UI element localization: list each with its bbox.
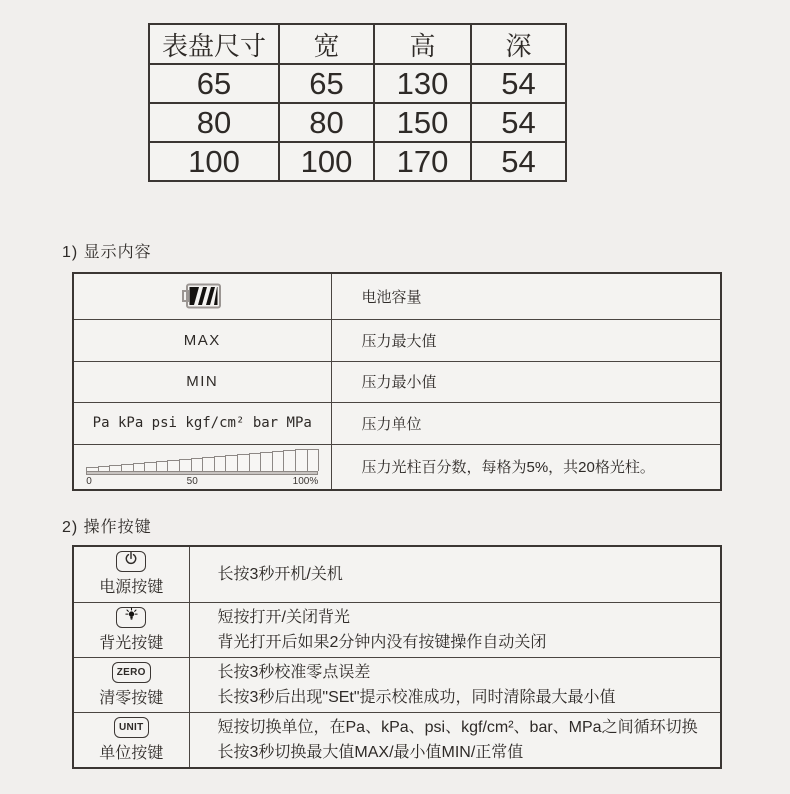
axis-label-50: 50 — [186, 475, 198, 487]
table-row-bargraph — [73, 444, 721, 490]
table-row-zero-key — [73, 657, 721, 712]
cell-value: 150 — [374, 103, 471, 142]
table-row-battery — [73, 273, 721, 319]
pressure-bar-graph — [86, 447, 318, 487]
display-item-desc: 压力光柱百分数，每格为5%，共20格光柱。 — [331, 444, 721, 490]
table-row-max — [73, 319, 721, 361]
key-name-backlight: 背光按键 — [99, 634, 164, 652]
bar-graph-segments — [86, 447, 318, 471]
axis-label-100: 100% — [292, 475, 319, 487]
zero-button-label: ZERO — [116, 666, 146, 678]
key-action-line: 长按3秒开机/关机 — [217, 565, 343, 583]
cell-value: 100 — [279, 142, 374, 181]
cell-value: 100 — [149, 142, 279, 181]
table-row-backlight-key — [73, 602, 721, 657]
cell-value: 170 — [374, 142, 471, 181]
display-item-desc: 压力最大值 — [331, 319, 721, 361]
cell-value: 54 — [471, 142, 566, 181]
zero-button — [112, 662, 151, 683]
section-heading-display-content: 1) 显示内容 — [62, 244, 152, 261]
key-action-line: 长按3秒切换最大值MAX/最小值MIN/正常值 — [217, 743, 524, 761]
axis-label-0: 0 — [86, 475, 92, 487]
display-item-desc: 电池容量 — [331, 273, 721, 319]
col-header-depth: 深 — [471, 24, 566, 64]
power-button — [116, 551, 146, 572]
max-symbol: MAX — [73, 319, 331, 361]
table-header-row — [149, 24, 566, 64]
table-row-units — [73, 402, 721, 444]
operation-keys-table — [72, 545, 722, 769]
table-row — [149, 103, 566, 142]
power-icon — [123, 551, 139, 572]
key-action-line: 长按3秒后出现"SEt"提示校准成功，同时清除最大最小值 — [217, 688, 616, 706]
display-item-desc: 压力单位 — [331, 402, 721, 444]
key-action-line: 短按切换单位，在Pa、kPa、psi、kgf/cm²、bar、MPa之间循环切换 — [217, 718, 698, 736]
cell-value: 130 — [374, 64, 471, 103]
section-heading-operation-keys: 2) 操作按键 — [62, 519, 152, 536]
col-header-height: 高 — [374, 24, 471, 64]
key-action-line: 短按打开/关闭背光 — [217, 608, 350, 626]
dial-size-table — [148, 23, 567, 182]
cell-value: 65 — [149, 64, 279, 103]
min-symbol: MIN — [73, 361, 331, 402]
key-action-line: 背光打开后如果2分钟内没有按键操作自动关闭 — [217, 633, 547, 651]
key-name-zero: 清零按键 — [99, 689, 164, 707]
col-header-width: 宽 — [279, 24, 374, 64]
cell-value: 80 — [279, 103, 374, 142]
backlight-icon — [124, 607, 139, 627]
table-row-unit-key — [73, 712, 721, 768]
unit-button — [114, 717, 149, 738]
display-content-table — [72, 272, 722, 491]
key-name-power: 电源按键 — [99, 579, 164, 597]
table-row — [149, 64, 566, 103]
table-row-min — [73, 361, 721, 402]
display-item-desc: 压力最小值 — [331, 361, 721, 402]
cell-value: 80 — [149, 103, 279, 142]
backlight-button — [116, 607, 146, 628]
unit-button-label: UNIT — [118, 721, 144, 733]
table-row-power-key — [73, 546, 721, 602]
cell-value: 54 — [471, 103, 566, 142]
key-action-line: 长按3秒校准零点误差 — [217, 663, 371, 681]
cell-value: 54 — [471, 64, 566, 103]
key-name-unit: 单位按键 — [99, 744, 164, 762]
bar-graph-axis — [86, 471, 318, 475]
col-header-dial-size: 表盘尺寸 — [149, 24, 279, 64]
cell-value: 65 — [279, 64, 374, 103]
pressure-units-symbol: Pa kPa psi kgf/cm² bar MPa — [73, 402, 331, 444]
table-row — [149, 142, 566, 181]
battery-icon — [182, 287, 222, 304]
